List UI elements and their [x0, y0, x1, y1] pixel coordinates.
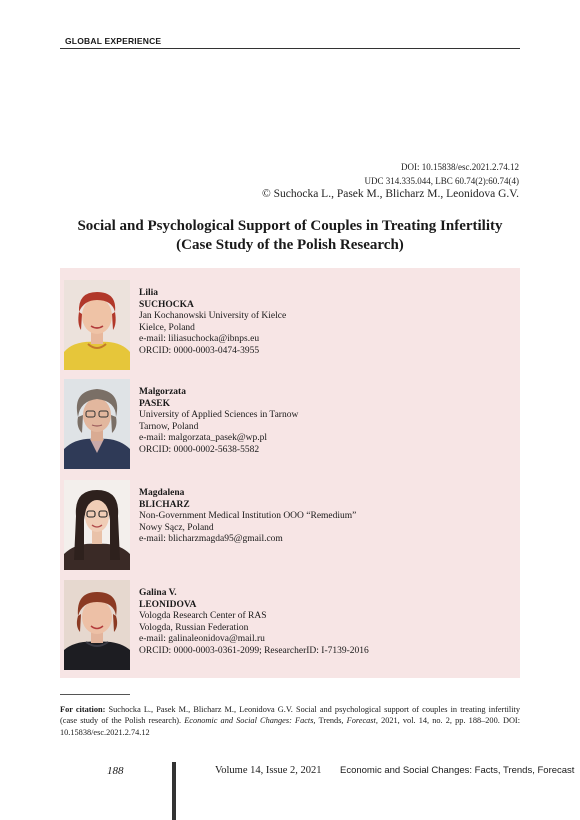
author-info [139, 288, 286, 358]
authors-box [60, 268, 520, 678]
author-affiliation: Jan Kochanowski University of Kielce [139, 311, 287, 322]
author-email: e-mail: galinaleonidova@mail.ru [139, 634, 265, 645]
running-head: GLOBAL EXPERIENCE [65, 36, 162, 46]
author-location: Vologda, Russian Federation [139, 622, 249, 633]
author-photo [64, 280, 130, 370]
citation-journal: Forecast [346, 716, 376, 726]
author-location: Kielce, Poland [139, 322, 195, 333]
citation-details: , 2021, vol. 14, no. 2, pp. 188–200. DOI: 10.15838/esc.2021.2.74.12 [60, 716, 521, 737]
author-email: e-mail: malgorzata_pasek@wp.pl [139, 433, 267, 444]
footer-bar [172, 762, 176, 820]
author-affiliation: Vologda Research Center of RAS [139, 611, 267, 622]
author-location: Nowy Sącz, Poland [139, 522, 214, 533]
citation-rule [60, 694, 130, 695]
copyright: © Suchocka L., Pasek M., Blicharz M., Leonidova G.V. [261, 188, 519, 200]
author-info [139, 588, 369, 658]
author-orcid: ORCID: 0000-0003-0474-3955 [139, 345, 260, 356]
author-first-name: Malgorzata [139, 387, 186, 397]
author-card [60, 277, 520, 377]
header-rule [60, 48, 520, 49]
footer-volume: Volume 14, Issue 2, 2021 [215, 765, 322, 776]
author-first-name: Magdalena [139, 488, 185, 498]
author-info [139, 387, 298, 457]
author-photo [64, 379, 130, 469]
author-affiliation: University of Applied Sciences in Tarnow [139, 410, 299, 421]
author-first-name: Lilia [139, 288, 159, 298]
citation-journal: Trends [318, 716, 342, 726]
article-title [60, 217, 520, 255]
author-info [139, 488, 356, 546]
author-last-name: BLICHARZ [139, 499, 190, 510]
footer-journal: Economic and Social Changes: Facts, Trends, Forecast [340, 765, 575, 776]
citation [60, 704, 520, 738]
author-last-name: LEONIDOVA [139, 599, 197, 610]
title-line-1: Social and Psychological Support of Couples in Treating Infertility [77, 218, 503, 234]
author-photo [64, 580, 130, 670]
author-card [60, 376, 520, 476]
author-card [60, 577, 520, 677]
citation-journal: Economic and Social Changes: Facts, [184, 716, 319, 726]
author-last-name: SUCHOCKA [139, 299, 194, 310]
citation-text: Suchocka L., Pasek M., Blicharz M., Leonidova G.V. Social and psychological support of couples in treating infertility (case study of the Polish research). [60, 705, 520, 726]
citation-journal: , [341, 716, 347, 726]
author-email: e-mail: liliasuchocka@ibnps.eu [139, 334, 260, 345]
title-line-2: (Case Study of the Polish Research) [176, 237, 404, 253]
author-email: e-mail: blicharzmagda95@gmail.com [139, 534, 283, 545]
citation-label: For citation: [60, 705, 106, 714]
author-photo [64, 480, 130, 570]
author-first-name: Galina V. [139, 588, 177, 598]
udc: UDC 314.335.044, LBC 60.74(2):60.74(4) [364, 176, 519, 186]
doi: DOI: 10.15838/esc.2021.2.74.12 [401, 162, 519, 172]
author-last-name: PASEK [139, 398, 170, 409]
page-number: 188 [107, 765, 124, 777]
author-card [60, 477, 520, 577]
author-affiliation: Non-Government Medical Institution OOO “Remedium” [139, 511, 357, 522]
author-orcid: ORCID: 0000-0002-5638-5582 [139, 444, 260, 455]
author-orcid: ORCID: 0000-0003-0361-2099; ResearcherID: I-7139-2016 [139, 645, 369, 656]
author-location: Tarnow, Poland [139, 421, 199, 432]
